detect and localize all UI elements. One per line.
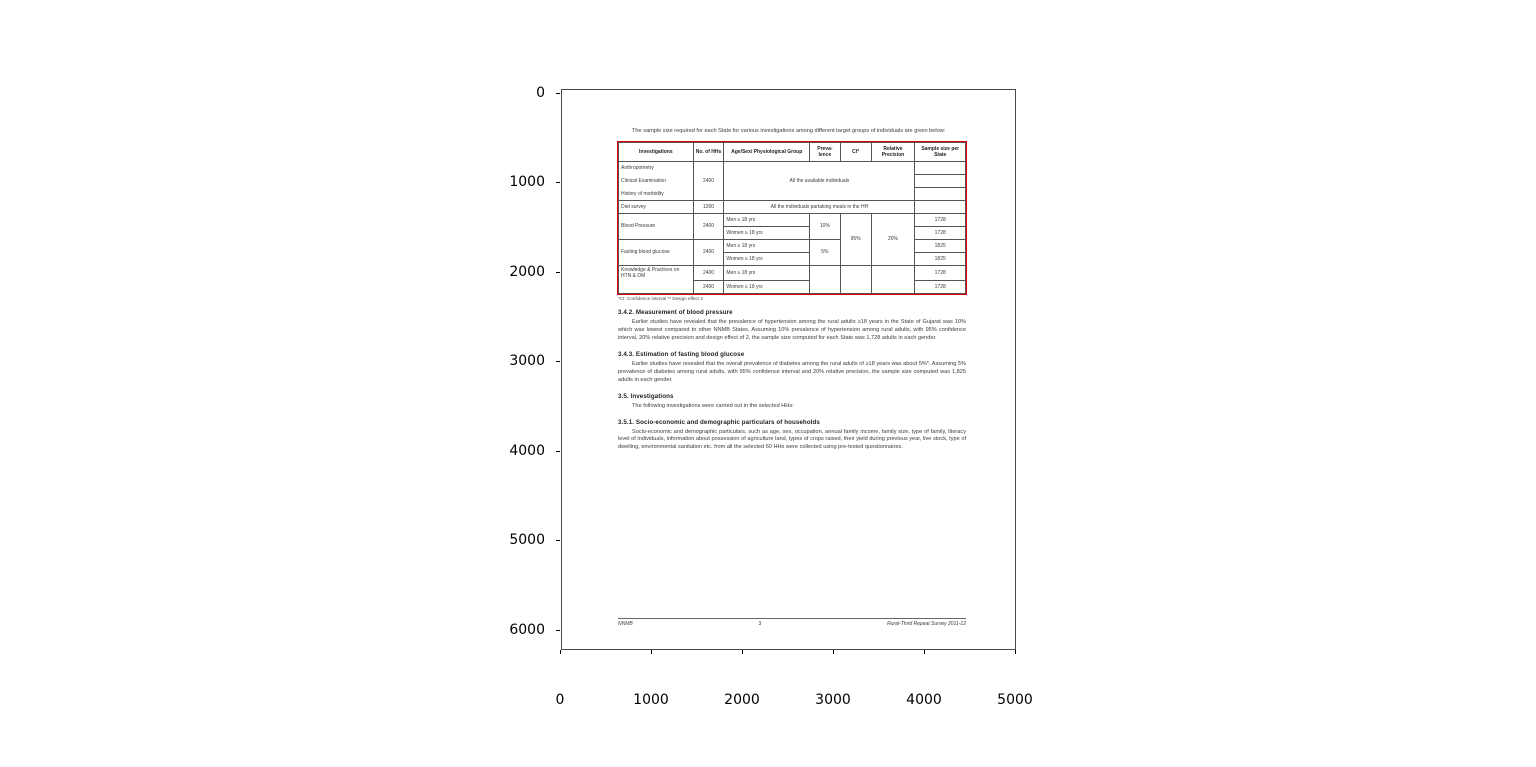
cell-hhs bbox=[693, 161, 724, 174]
th-investigations: Investigations bbox=[619, 142, 694, 161]
page-content bbox=[562, 90, 1016, 650]
cell-sample bbox=[915, 200, 966, 213]
section-heading-3-4-2: 3.4.2. Measurement of blood pressure bbox=[618, 308, 733, 316]
cell-hhs bbox=[693, 187, 724, 200]
y-tick-mark-1000 bbox=[556, 182, 560, 183]
cell-investigation: Blood Pressure bbox=[619, 213, 694, 239]
document-page bbox=[561, 89, 1016, 650]
y-tick-mark-0 bbox=[556, 93, 560, 94]
cell-ci bbox=[840, 280, 871, 293]
section-text-3-5-1: Socio-economic and demographic particulars, such as age, sex, occupation, annual family income, family size, type of family, literacy level of individuals, information about possession of agriculture land, types of crops raised, their yield during previous year, live stock, type of dwelling, environmental sanitation etc. from all the selected 60 HHs were collected using pre-tested questionnaires. bbox=[618, 428, 966, 451]
cell-ci bbox=[840, 265, 871, 280]
table-note: *CI: Confidence interval ** Design effect 2 bbox=[618, 295, 703, 301]
x-tick-3000: 3000 bbox=[815, 692, 851, 708]
y-tick-mark-3000 bbox=[556, 361, 560, 362]
x-tick-mark-1000 bbox=[651, 650, 652, 654]
x-tick-mark-4000 bbox=[924, 650, 925, 654]
x-tick-4000: 4000 bbox=[906, 692, 942, 708]
cell-group-all: All the available individuals bbox=[724, 161, 915, 200]
section-text-3-5: The following investigations were carried out in the selected HHs: bbox=[632, 402, 794, 409]
cell-sample: 1825 bbox=[915, 239, 966, 252]
section-text-3-4-3: Earlier studies have revealed that the overall prevalence of diabetes among the rural adults of ≥18 years was about 5%*. Assuming 5% prevalence of diabetes among rural adults, with 95% confidence interval and 20% relative precision, the sample size computed was 1,825 adults in each gender. bbox=[618, 360, 966, 383]
cell-group: Women ≥ 18 yrs bbox=[724, 280, 810, 293]
x-tick-5000: 5000 bbox=[997, 692, 1033, 708]
cell-investigation: Knowledge & Practices on HTN & DM bbox=[619, 265, 694, 280]
cell-sample: 1825 bbox=[915, 252, 966, 265]
th-prevalence: Preva- lence bbox=[810, 142, 841, 161]
cell-sample: 1728 bbox=[915, 226, 966, 239]
cell-prevalence: 10% bbox=[810, 213, 841, 239]
y-tick-0: 0 bbox=[536, 85, 545, 101]
x-tick-mark-5000 bbox=[1015, 650, 1016, 654]
cell-hhs: 2400 bbox=[693, 280, 724, 293]
y-tick-mark-5000 bbox=[556, 540, 560, 541]
cell-ci: 95% bbox=[840, 213, 871, 265]
cell-investigation-cont bbox=[619, 280, 694, 293]
cell-hhs: 2400 bbox=[693, 174, 724, 187]
cell-sample bbox=[915, 161, 966, 174]
footer-left: NNMB bbox=[618, 621, 633, 627]
cell-prevalence bbox=[810, 280, 841, 293]
table-row bbox=[619, 213, 966, 226]
th-ci: CI* bbox=[840, 142, 871, 161]
y-tick-3000: 3000 bbox=[509, 353, 545, 369]
th-no-of-hhs: No. of HHs bbox=[693, 142, 724, 161]
section-heading-3-5-1: 3.5.1. Socio-economic and demographic particulars of households bbox=[618, 418, 820, 426]
cell-sample: 1728 bbox=[915, 280, 966, 293]
cell-group: Men ≥ 18 yrs bbox=[724, 239, 810, 252]
y-tick-mark-6000 bbox=[556, 630, 560, 631]
cell-prevalence: 5% bbox=[810, 239, 841, 265]
table-row bbox=[619, 280, 966, 293]
x-tick-mark-3000 bbox=[833, 650, 834, 654]
cell-prevalence bbox=[810, 265, 841, 280]
table-header-row bbox=[619, 142, 966, 161]
y-tick-mark-4000 bbox=[556, 451, 560, 452]
cell-investigation: Clinical Examination bbox=[619, 174, 694, 187]
cell-group: Men ≥ 18 yrs bbox=[724, 265, 810, 280]
y-tick-1000: 1000 bbox=[509, 174, 545, 190]
y-tick-mark-2000 bbox=[556, 272, 560, 273]
y-tick-5000: 5000 bbox=[509, 532, 545, 548]
th-relative-precision: Relative Precision bbox=[871, 142, 915, 161]
cell-hhs: 2400 bbox=[693, 213, 724, 239]
th-group: Age/Sex/ Physiological Group bbox=[724, 142, 810, 161]
section-text-3-4-2: Earlier studies have revealed that the prevalence of hypertension among the rural adults ≥18 years in the State of Gujarat was 10% which was lowest compared to other NNMB States. Assuming 10% prevalence of hypertension among rural adults, with 95% confidence interval, 20% relative precision and design effect of 2, the sample size computed for each State was 1,728 adults in each gender. bbox=[618, 318, 966, 341]
page-footer bbox=[618, 618, 966, 627]
cell-hhs: 2400 bbox=[693, 239, 724, 265]
cell-group: Women ≥ 18 yrs bbox=[724, 252, 810, 265]
cell-group-diet: All the individuals partaking meals in the HH bbox=[724, 200, 915, 213]
footer-page-number: 3 bbox=[758, 621, 762, 627]
table-row bbox=[619, 161, 966, 174]
x-tick-1000: 1000 bbox=[633, 692, 669, 708]
cell-group: Men ≥ 18 yrs bbox=[724, 213, 810, 226]
y-tick-6000: 6000 bbox=[509, 622, 545, 638]
table-row bbox=[619, 200, 966, 213]
document-text-column bbox=[618, 128, 966, 456]
cell-precision: 20% bbox=[871, 213, 915, 265]
th-sample-size: Sample size per State bbox=[915, 142, 966, 161]
cell-sample: 1728 bbox=[915, 265, 966, 280]
cell-sample bbox=[915, 187, 966, 200]
x-tick-2000: 2000 bbox=[724, 692, 760, 708]
cell-investigation: Diet survey bbox=[619, 200, 694, 213]
cell-hhs: 1200 bbox=[693, 200, 724, 213]
cell-investigation: History of morbidity bbox=[619, 187, 694, 200]
intro-paragraph: The sample size required for each State for various investigations among different target groups of individuals are given below: bbox=[632, 128, 946, 134]
cell-group: Women ≥ 18 yrs bbox=[724, 226, 810, 239]
cell-precision bbox=[871, 280, 915, 293]
cell-sample bbox=[915, 174, 966, 187]
y-tick-2000: 2000 bbox=[509, 264, 545, 280]
x-tick-mark-2000 bbox=[742, 650, 743, 654]
x-tick-mark-0 bbox=[560, 650, 561, 654]
x-tick-0: 0 bbox=[555, 692, 565, 708]
section-heading-3-4-3: 3.4.3. Estimation of fasting blood glucose bbox=[618, 350, 745, 358]
cell-precision bbox=[871, 265, 915, 280]
cell-hhs: 2400 bbox=[693, 265, 724, 280]
cell-investigation: Fasting blood glucose bbox=[619, 239, 694, 265]
table-row bbox=[619, 265, 966, 280]
cell-investigation: Anthropometry bbox=[619, 161, 694, 174]
footer-right: Rural-Third Repeat Survey 2011-12 bbox=[887, 621, 966, 627]
sample-size-table bbox=[618, 142, 966, 294]
cell-sample: 1728 bbox=[915, 213, 966, 226]
section-heading-3-5: 3.5. Investigations bbox=[618, 392, 674, 400]
y-tick-4000: 4000 bbox=[509, 443, 545, 459]
